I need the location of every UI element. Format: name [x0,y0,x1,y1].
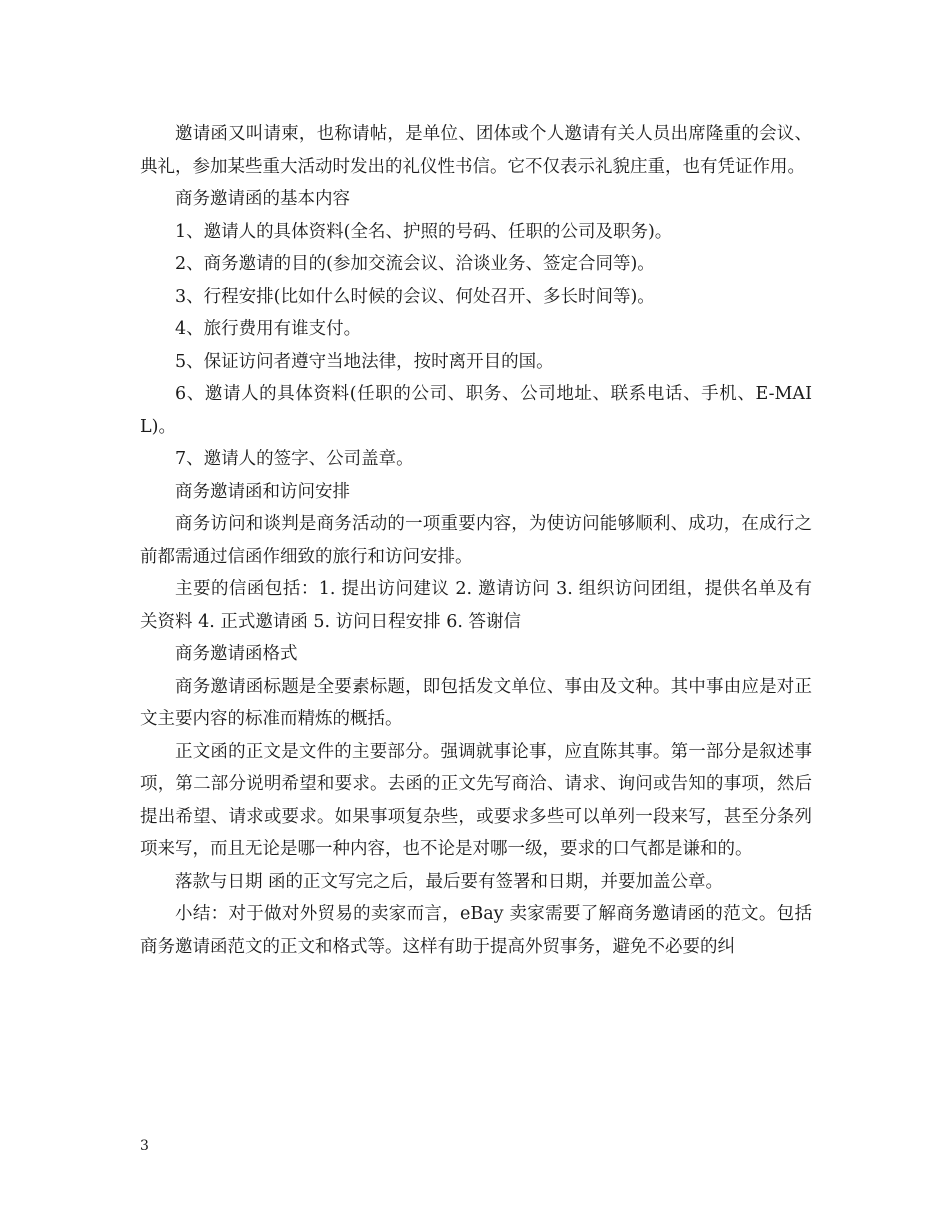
heading-basic-content: 商务邀请函的基本内容 [175,189,350,209]
paragraph-body: 正文函的正文是文件的主要部分。强调就事论事，应直陈其事。第一部分是叙述事项，第二部分说明希望和要求。去函的正文先写商洽、请求、询问或告知的事项，然后提出希望、请求或要求。如果事项复杂些，或要求多些可以单列一段来写，甚至分条列项来写，而且无论是哪一种内容，也不论是对哪一级，要求的口气都是谦和的。 [140,741,812,859]
list-item-5: 5、保证访问者遵守当地法律，按时离开目的国。 [175,351,554,372]
list-item-2: 2、商务邀请的目的(参加交流会议、洽谈业务、签定合同等)。 [175,254,655,274]
list-item-4: 4、旅行费用有谁支付。 [175,319,362,339]
paragraph-signature: 落款与日期 函的正文写完之后，最后要有签署和日期，并要加盖公章。 [175,871,724,892]
paragraph-visit: 商务访问和谈判是商务活动的一项重要内容，为使访问能够顺利、成功，在成行之前都需通过信函作细致的旅行和访问安排。 [140,514,812,567]
paragraph-letters: 主要的信函包括：1. 提出访问建议 2. 邀请访问 3. 组织访问团组，提供名单及有关资料 4. 正式邀请函 5. 访问日程安排 6. 答谢信 [140,579,812,632]
heading-visit-arrangement: 商务邀请函和访问安排 [175,481,350,502]
heading-format: 商务邀请函格式 [175,644,298,664]
paragraph-intro: 邀请函又叫请柬，也称请帖，是单位、团体或个人邀请有关人员出席隆重的会议、典礼，参加某些重大活动时发出的礼仪性书信。它不仅表示礼貌庄重，也有凭证作用。 [140,124,812,177]
page-number: 3 [140,1138,149,1154]
paragraph-summary: 小结：对于做对外贸易的卖家而言，eBay 卖家需要了解商务邀请函的范文。包括商务邀请函范文的正文和格式等。这样有助于提高外贸事务，避免不必要的纠 [140,904,812,957]
list-item-3: 3、行程安排(比如什么时候的会议、何处召开、多长时间等)。 [175,286,655,307]
list-item-6: 6、邀请人的具体资料(任职的公司、职务、公司地址、联系电话、手机、E-MAIL)。 [140,384,812,437]
document-page [140,118,812,963]
list-item-1: 1、邀请人的具体资料(全名、护照的号码、任职的公司及职务)。 [175,221,673,242]
list-item-7: 7、邀请人的签字、公司盖章。 [175,449,414,469]
paragraph-title: 商务邀请函标题是全要素标题，即包括发文单位、事由及文种。其中事由应是对正文主要内容的标准而精炼的概括。 [140,676,812,729]
